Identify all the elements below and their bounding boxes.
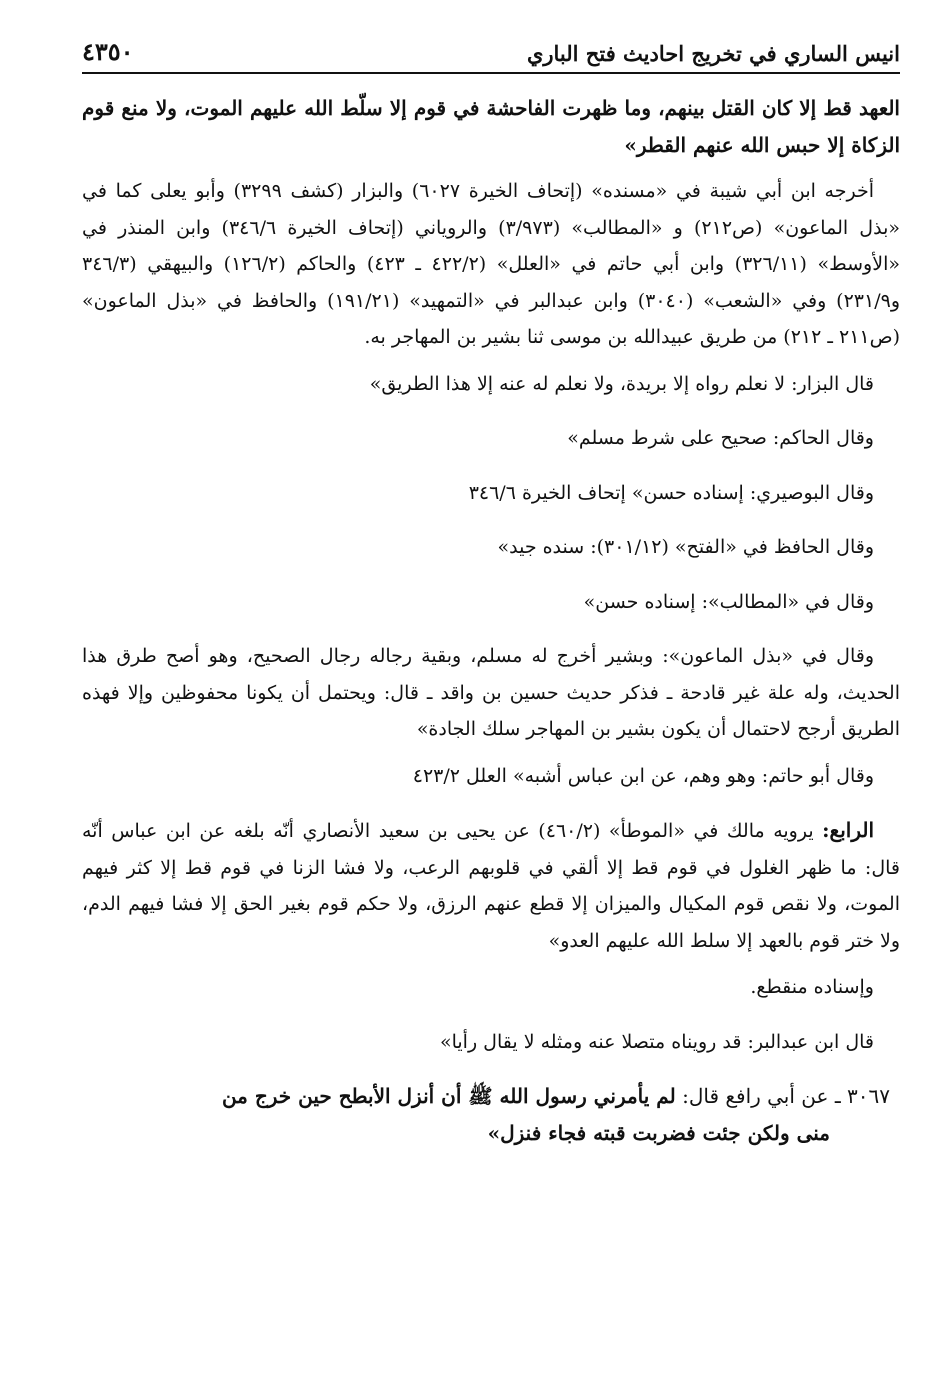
- ibn-abdilbarr-statement: قال ابن عبدالبر: قد رويناه متصلا عنه ومثله لا يقال رأيا»: [439, 1030, 874, 1053]
- rabi-paragraph: [82, 812, 900, 959]
- hadith-text: لم يأمرني رسول الله ﷺ أن أنزل الأبطح حين خرج من: [221, 1084, 676, 1108]
- abu-hatim-statement: وقال أبو حاتم: وهو وهم، عن ابن عباس أشبه» العلل ٤٢٣/٢: [412, 764, 874, 787]
- running-title: انيس الساري في تخريج احاديث فتح الباري: [526, 41, 900, 66]
- isnad-statement: وإسناده منقطع.: [750, 976, 874, 998]
- hadith-text-continuation: منى ولكن جئت فضربت قبته فجاء فنزل»: [487, 1120, 830, 1145]
- book-page: [82, 28, 900, 1358]
- hadith-entry: [82, 1078, 900, 1115]
- hadith-narrator: عن أبي رافع قال:: [675, 1084, 835, 1108]
- hafiz-fath-statement: وقال الحافظ في «الفتح» (٣٠١/١٢): سنده جيد»: [497, 536, 874, 558]
- quote-continuation: العهد قط إلا كان القتل بينهم، وما ظهرت الفاحشة في قوم إلا سلّط الله عليهم الموت، ولا منع قوم الزكاة إلا حبس الله عنهم القطر»: [82, 96, 900, 157]
- matalib-statement: وقال في «المطالب»: إسناده حسن»: [583, 590, 874, 613]
- rabi-text: يرويه مالك في «الموطأ» (٤٦٠/٢) عن يحيى بن سعيد الأنصاري أنّه بلغه عن ابن عباس أنّه قال: ما ظهر الغلول في قوم قط إلا ألقي في قلوبهم الرعب، ولا فشا الزنا في قوم قط إلا كثر فيهم الموت، ولا نقص قوم المكيال والميزان إلا قطع عنهم الرزق، ولا حكم قوم بغير الحق إلا فشا فيهم الدم، ولا ختر قوم بالعهد إلا سلط الله عليهم العدو»: [82, 820, 900, 952]
- badhl-statement: وقال في «بذل الماعون»: وبشير أخرج له مسلم، وبقية رجاله رجال الصحيح، وهو أصح طرق هذا الحديث، وله علة غير قادحة ـ فذكر حديث حسين بن واقد ـ قال: ويحتمل أن يكونا محفوظين وإلا فهذه الطريق أرجح لاحتمال أن يكون بشير بن المهاجر سلك الجادة»: [82, 645, 900, 740]
- page-content: [82, 90, 900, 1151]
- bazzar-statement: قال البزار: لا نعلم رواه إلا بريدة، ولا نعلم له عنه إلا هذا الطريق»: [369, 372, 874, 395]
- hadith-number: ٣٠٦٧ ـ: [834, 1084, 890, 1108]
- rabi-label: الرابع:: [822, 818, 875, 842]
- hakim-statement: وقال الحاكم: صحيح على شرط مسلم»: [567, 427, 874, 449]
- page-header: [82, 28, 900, 74]
- takhrij-paragraph: أخرجه ابن أبي شيبة في «مسنده» (إتحاف الخيرة ٦٠٢٧) والبزار (كشف ٣٢٩٩) وأبو يعلى كما في «بذل الماعون» (ص٢١٢) و «المطالب» (٣/٩٧٣) والروياني (إتحاف الخيرة ٣٤٦/٦) وابن المنذر في «الأوسط» (٣٢٦/١١) وابن أبي حاتم في «العلل» (٤٢٢/٢ ـ ٤٢٣) والحاكم (١٢٦/٢) والبيهقي (٣٤٦/٣ و٢٣١/٩) وفي «الشعب» (٣٠٤٠) وابن عبدالبر في «التمهيد» (١٩١/٢١) والحافظ في «بذل الماعون» (ص٢١١ ـ ٢١٢) من طريق عبيدالله بن موسى ثنا بشير بن المهاجر به.: [82, 180, 900, 348]
- page-number: ٤٣٥٠: [82, 37, 134, 66]
- busiri-statement: وقال البوصيري: إسناده حسن» إتحاف الخيرة ٣٤٦/٦: [468, 481, 874, 504]
